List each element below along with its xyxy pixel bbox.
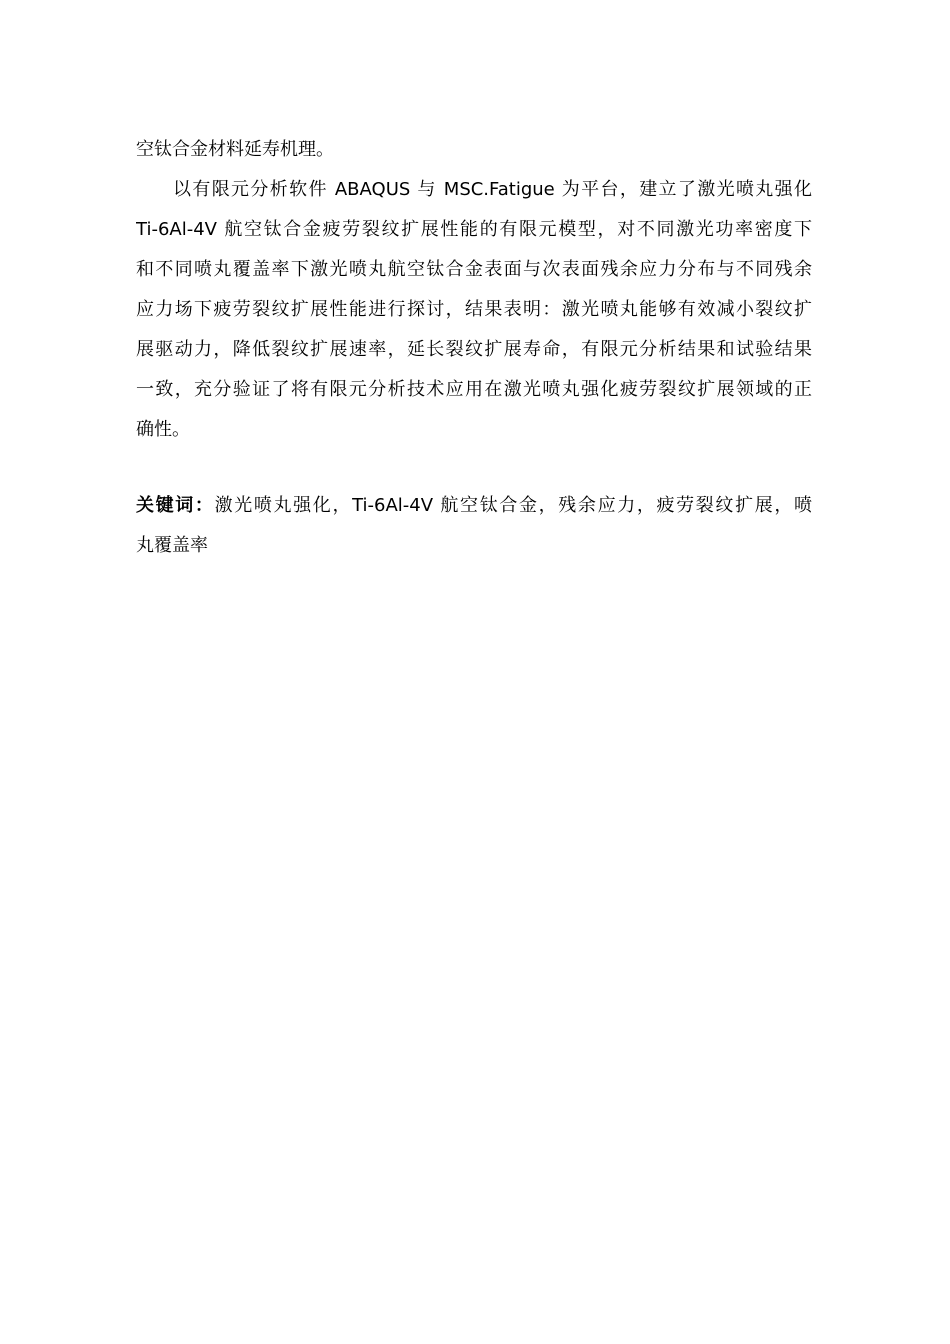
abstract-paragraph [136,170,812,450]
keywords-line [136,486,812,526]
keywords-text: 激光喷丸强化，Ti-6Al-4V 航空钛合金，残余应力，疲劳裂纹扩展，喷 [214,495,812,516]
paragraph-line: 一致，充分验证了将有限元分析技术应用在激光喷丸强化疲劳裂纹扩展领域的正 [136,379,812,400]
paragraph-gap [136,450,812,486]
keywords-line-continued: 丸覆盖率 [136,535,208,556]
paragraph-line: 和不同喷丸覆盖率下激光喷丸航空钛合金表面与次表面残余应力分布与不同残余 [136,259,812,280]
paragraph-line: 以有限元分析软件 ABAQUS 与 MSC.Fatigue 为平台，建立了激光喷丸强化 [173,179,812,200]
paragraph-line: 展驱动力，降低裂纹扩展速率，延长裂纹扩展寿命，有限元分析结果和试验结果 [136,339,812,360]
abstract-body [136,130,812,566]
keywords-block [136,486,812,566]
continuation-line: 空钛合金材料延寿机理。 [136,139,334,160]
paragraph-line: 确性。 [136,419,190,440]
keywords-label: 关键词： [136,495,215,516]
paragraph-line: Ti-6Al-4V 航空钛合金疲劳裂纹扩展性能的有限元模型，对不同激光功率密度下 [136,219,812,240]
paragraph-line: 应力场下疲劳裂纹扩展性能进行探讨，结果表明：激光喷丸能够有效减小裂纹扩 [136,299,812,320]
